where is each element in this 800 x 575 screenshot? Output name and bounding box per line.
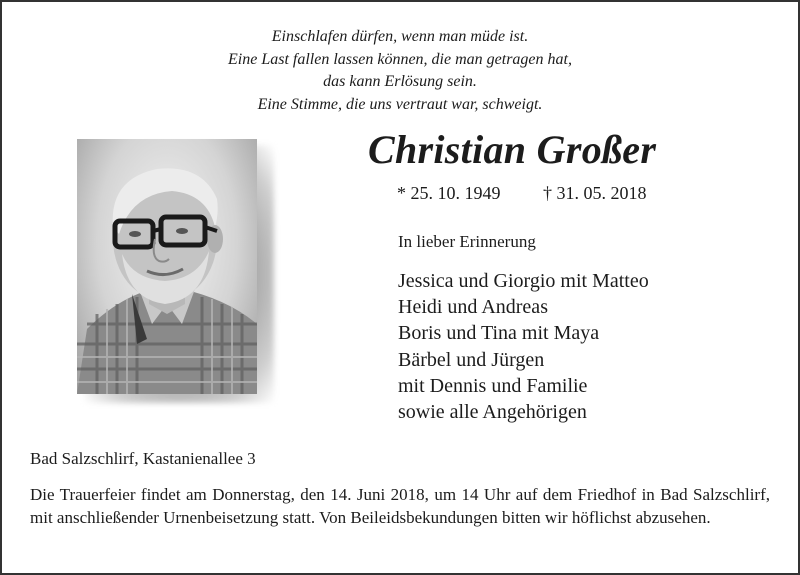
death-date: † 31. 05. 2018 <box>543 183 647 203</box>
poem-line: Einschlafen dürfen, wenn man müde ist. <box>271 28 529 45</box>
life-dates <box>397 183 647 204</box>
poem-line: Eine Last fallen lassen können, die man getragen hat, <box>228 50 572 68</box>
mourner-entry: sowie alle Angehörigen <box>398 401 587 424</box>
mourner-entry: Boris und Tina mit Maya <box>398 322 600 345</box>
mourner-entry: Jessica und Giorgio mit Matteo <box>398 270 649 292</box>
memory-line: In lieber Erinnerung <box>398 232 536 251</box>
mourners-list <box>398 268 649 425</box>
mourner-entry: Bärbel und Jürgen <box>398 348 545 371</box>
poem-line: Eine Stimme, die uns vertraut war, schweigt. <box>257 95 543 113</box>
deceased-name: Christian Großer <box>368 127 657 172</box>
poem <box>150 26 650 116</box>
mourner-entry: Heidi und Andreas <box>398 296 548 319</box>
poem-line: das kann Erlösung sein. <box>323 73 477 90</box>
birth-date: * 25. 10. 1949 <box>397 183 501 203</box>
portrait-photo <box>77 139 257 394</box>
address: Bad Salzschlirf, Kastanienallee 3 <box>30 449 256 468</box>
mourner-entry: mit Dennis und Familie <box>398 374 588 397</box>
ceremony-notice: Die Trauerfeier findet am Donnerstag, den 14. Juni 2018, um 14 Uhr auf dem Friedhof in Bad Salzschlirf, mit anschließender Urnenbeisetzung statt. Von Beileidsbekundungen bitten wir höflichst abzusehen. <box>30 485 770 527</box>
